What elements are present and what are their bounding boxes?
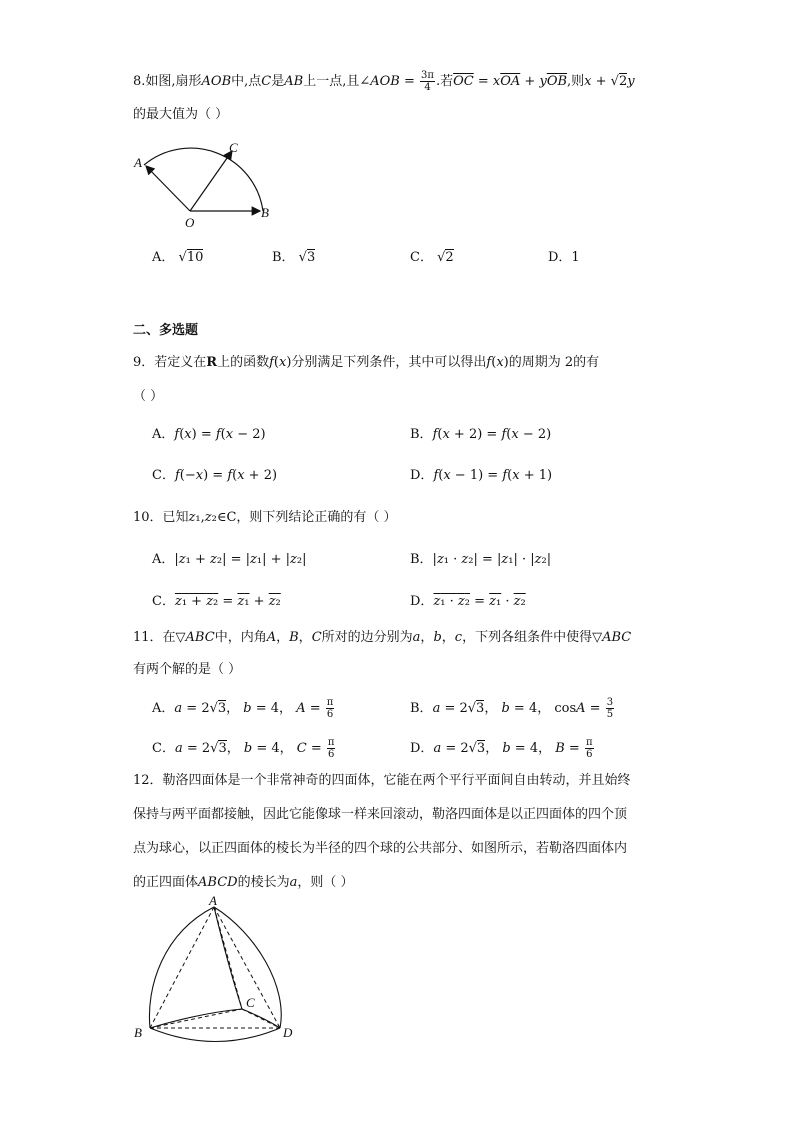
q9-option-c: C．f(−x) = f(x + 2): [152, 468, 278, 483]
outer-arc-left: [149, 907, 214, 1028]
q11-option-b: B．a = 2√3， b = 4， cosA = $\frac{3}{5}$: [410, 697, 614, 720]
q11-option-d: D．a = 2√3， b = 4， B = $\frac{\pi}{6}$: [410, 737, 593, 760]
outer-arc-bottom: [150, 1028, 280, 1042]
q11-option-a: A．a = 2√3， b = 4， A = $\frac{\pi}{6}$: [152, 697, 334, 720]
q10-option-c: C．z₁ + z₂ = z₁ + z₂: [152, 594, 281, 609]
label-d: D: [283, 1025, 293, 1040]
q12-reuleaux-figure: [128, 895, 303, 1045]
q9-line2: （ ）: [133, 389, 164, 404]
label-c: C: [246, 995, 255, 1010]
q10-option-d: D．z₁ · z₂ = z₁ · z₂: [410, 594, 526, 609]
sector-arc: [144, 148, 263, 211]
label-a: A: [134, 155, 142, 170]
label-a: A: [209, 895, 217, 908]
edge-ac: [214, 907, 242, 1009]
q9-line1: 9．若定义在R上的函数f(x)分别满足下列条件，其中可以得出f(x)的周期为 2的有: [133, 355, 600, 370]
q10-line1: 10．已知z₁,z₂∈C，则下列结论正确的有（ ）: [133, 510, 397, 525]
vector-oa: [146, 166, 190, 211]
q12-line3: 点为球心，以正四面体的棱长为半径的四个球的公共部分、如图所示，若勒洛四面体内: [133, 841, 628, 856]
q11-line2: 有两个解的是（ ）: [133, 662, 242, 677]
q11-option-c: C．a = 2√3， b = 4， C = $\frac{\pi}{6}$: [152, 737, 335, 760]
q12-line2: 保持与两平面都接触，因此它能像球一样来回滚动，勒洛四面体是以正四面体的四个顶: [133, 807, 628, 822]
q8-option-d: D．1: [548, 250, 580, 265]
q8-option-c: C． √2: [410, 250, 454, 265]
q9-option-a: A．f(x) = f(x − 2): [152, 427, 266, 442]
q8-sector-figure: [125, 135, 285, 235]
section-title: 二、多选题: [133, 323, 199, 338]
q8-line2: 的最大值为（ ）: [133, 107, 229, 122]
q8-option-b: B． √3: [272, 250, 316, 265]
label-c: C: [229, 140, 238, 155]
label-b: B: [261, 205, 269, 220]
label-o: O: [185, 215, 195, 230]
q12-line1: 12．勒洛四面体是一个非常神奇的四面体，它能在两个平行平面间自由转动，并且始终: [133, 773, 631, 788]
vector-oc: [190, 151, 232, 211]
q9-option-b: B．f(x + 2) = f(x − 2): [410, 427, 552, 442]
q9-option-d: D．f(x − 1) = f(x + 1): [410, 468, 553, 483]
label-b: B: [134, 1025, 142, 1040]
q8-option-a: A． √10: [152, 250, 204, 265]
q10-option-b: B．|z₁ · z₂| = |z₁| · |z₂|: [410, 552, 552, 567]
q11-line1: 11．在▽ABC中，内角A，B，C所对的边分别为a，b，c，下列各组条件中使得▽ABC: [133, 630, 632, 645]
edge-bc: [150, 1009, 242, 1028]
edge-ab: [150, 907, 214, 1028]
q8-line1: 8.如图,扇形AOB中,点C是AB上一点,且∠AOB = $\frac{3\pi}{4}$ .若$\overline{OC} = x\overline{OA} + y\overline{OB}$,则x + √2y: [133, 70, 635, 93]
q12-line4: 的正四面体ABCD的棱长为a，则（ ）: [133, 875, 354, 890]
q10-option-a: A．|z₁ + z₂| = |z₁| + |z₂|: [152, 552, 307, 567]
